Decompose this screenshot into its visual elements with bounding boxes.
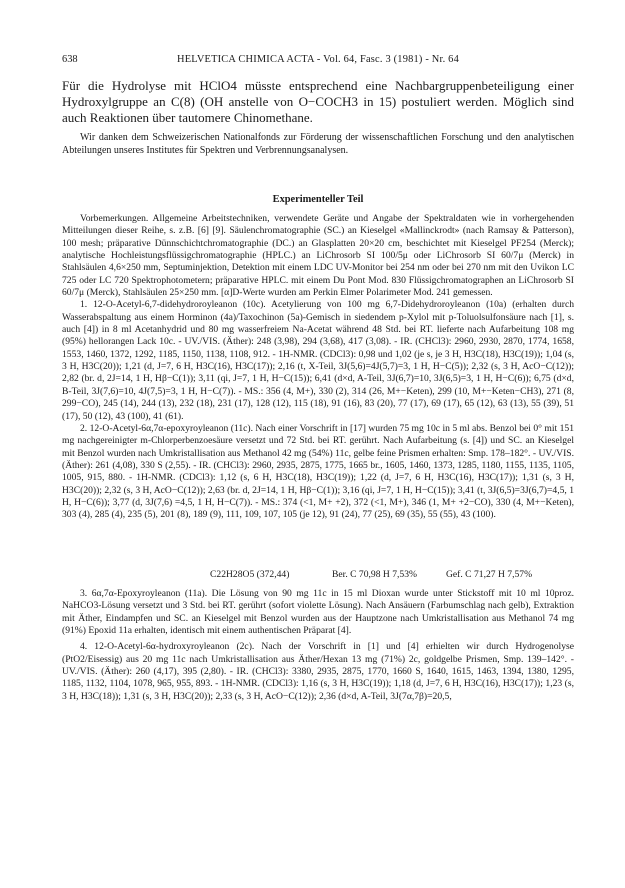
acknowledgement: Wir danken dem Schweizerischen Nationalfonds zur Förderung der wissenschaftlichen Forschung und den analytischen Abteilungen unseres Institutes für Spektren und Verbrennungsanalysen. [62, 132, 574, 156]
paragraph-compound-11c: 2. 12-O-Acetyl-6α,7α-epoxyroyleanon (11c). Nach einer Vorschrift in [17] wurden 75 mg 10c in 5 ml abs. Benzol bei 0° mit 151 mg nachgereinigter m-Chlorperbenzoesäure versetzt und 72 Std. bei RT. gerührt. Nach Aufarbeitung (s. [4]) und SC. an Kieselgel mit Benzol wurden nach Umkristallisation aus Methanol 42 mg (54%) 11c, gelbe feine Prismen erhalten: Smp. 178–182°. - UV./VIS. (Äther): 261 (4,08), 330 S (2,55). - IR. (CHCl3): 2960, 2935, 2875, 1775, 1665 br., 1605, 1460, 1373, 1285, 1180, 1155, 1135, 1105, 1005, 915, 880. - 1H-NMR. (CDCl3): 1,12 (s, 6 H, H3C(18), H3C(19)); 1,22 (d, J=7, 6 H, H3C(16), H3C(17)); 1,31 (s, 3 H, H3C(20)); 2,32 (s, 3 H, AcO−C(12)); 2,63 (br. d, 2J=14, 1 H, Hβ−C(1)); 3,16 (qi, J=7, 1 H, H−C(15)); 3,41 (t, 3J(6,5)=3J(6,7)=4,5, 1 H, H−C(6)); 3,77 (d, 3J(7,6) =4,5, 1 H, H−C(7)). - MS.: 374 (<1, M+ +2), 372 (<1, M+), 346 (1, M+ +2−CO), 330 (4, M+−Keten), 303 (4), 285 (4), 235 (5), 201 (8), 189 (9), 111, 109, 107, 105 (je 12), 91 (24), 77 (25), 69 (35), 55 (55), 43 (100). [62, 422, 574, 521]
formula-calculated: Ber. C 70,98 H 7,53% [332, 569, 418, 580]
formula-composition: C22H28O5 (372,44) [210, 569, 290, 580]
paragraph-compound-11a: 3. 6α,7α-Epoxyroyleanon (11a). Die Lösung von 90 mg 11c in 15 ml Dioxan wurde unter Stickstoff mit 10 ml 10proz. NaHCO3-Lösung versetzt und 3 Std. bei RT. gerührt (sofort violette Lösung). Nach Ansäuern (Farbumschlag nach gelb), Extraktion mit Äther, Eindampfen und SC. an Kieselgel mit Benzol wurden aus der Hauptzone nach Umkristallisation aus Methanol 74 mg (91%) Epoxid 11a erhalten, identisch mit einem authentischen Präparat [4]. [62, 588, 574, 637]
paragraph-compound-10c: 1. 12-O-Acetyl-6,7-didehydroroyleanon (10c). Acetylierung von 100 mg 6,7-Didehydroroyleanon (10a) (erhalten durch Wasserabspaltung aus einem Horminon (4a)/Taxochinon (5a)-Gemisch in siedendem p-Xylol mit p-Toluolsulfonsäure nach [1], s. auch [4]) in 8 ml Acetanhydrid und 80 mg wasserfreiem Na-Acetat während 48 Std. bei RT. lieferte nach Aufarbeitung 108 mg (95%) hellorangen Lack 10c. - UV./VIS. (Äther): 248 (3,98), 294 (3,68), 417 (3,08). - IR. (CHCl3): 2960, 2930, 2870, 1774, 1658, 1553, 1460, 1372, 1292, 1185, 1150, 1138, 1108, 912. - 1H-NMR. (CDCl3): 0,98 und 1,02 (je s, je 3 H, H3C(18), H3C(19)); 1,04 (s, 3 H, H3C(20)); 1,21 (d, J=7, 6 H, H3C(16), H3C(17)); 2,16 (t, X-Teil, 3J(5,6)=4J(5,7)=3, 1 H, H−C(5)); 2,32 (s, 3 H, AcO−C(12)); 2,82 (br. d, 2J=14, 1 H, Hβ−C(1)); 3,11 (qi, J=7, 1 H, H−C(15)); 6,41 (d×d, A-Teil, 3J(6,7)=10, 3J(6,5)=3, 1 H, H−C(6)); 6,75 (d×d, B-Teil, 3J(7,6)=10, 4J(7,5)=3, 1 H, H−C(7)). - MS.: 356 (4, M+), 330 (2), 314 (26, M+−Keten), 299 (10, M+−Keten−CH3), 271 (8, 299−CO), 245 (14), 244 (13), 232 (18), 231 (17), 128 (12), 115 (18), 91 (16), 83 (20), 77 (17), 69 (17), 65 (12), 63 (13), 55 (39), 51 (17), 50 (12), 43 (100), 41 (61). [62, 299, 574, 422]
page-header [62, 54, 574, 70]
lead-paragraph: Für die Hydrolyse mit HClO4 müsste entsprechend eine Nachbargruppenbeteiligung einer Hydroxylgruppe an C(8) (OH anstelle von O−COCH3 in 15) postuliert werden. Möglich sind auch Reaktionen über tautomere Chinomethane. [62, 78, 574, 126]
formula-found: Gef. C 71,27 H 7,57% [446, 569, 533, 580]
running-title: HELVETICA CHIMICA ACTA - Vol. 64, Fasc. 3 (1981) - Nr. 64 [177, 54, 459, 65]
paragraph-vorbemerkungen: Vorbemerkungen. Allgemeine Arbeitstechniken, verwendete Geräte und Angabe der Spektraldaten wie in vorhergehenden Mitteilungen dieser Reihe, s. z.B. [6] [9]. Säulenchromatographie (SC.) an Kieselgel «Mallinckrodt» (nach Ramsay & Patterson), 100 mesh; präparative Dünnschichtchromatographie (DC.) an Glasplatten 20×20 cm, beschichtet mit Kieselgel PF254 (Merck); analytische Hochleistungsflüssigchromatographie (HPLC.) an LiChrosorb SI 100/5μ oder LiChrosorb SI 60/7μ (Merck) in Stahlsäulen 4,6×250 mm, Septuminjektion, Detektion mit einem LDC UV-Monitor bei 254 nm oder bei 270 nm mit den Uvikon LC 725 oder LC 720 Spektrophotometern; präparative HPLC. mit einem Du Pont Mod. 830 Flüssigchromatographen an LiChrosorb SI 60/7μ (Merck), Stahlsäulen 25×250 mm. [α]D-Werte wurden am Perkin Elmer Polarimeter Mod. 241 gemessen. [62, 213, 574, 299]
section-heading: Experimenteller Teil [272, 194, 364, 205]
experimental-section-continued [62, 588, 574, 707]
experimental-section [62, 213, 574, 522]
paragraph-compound-2c: 4. 12-O-Acetyl-6α-hydroxyroyleanon (2c). Nach der Vorschrift in [1] und [4] erhielten wir durch Hydrogenolyse (PtO2/Eisessig) aus 20 mg 11c nach Umkristallisation aus Äther/Hexan 13 mg (71%) 2c, goldgelbe Prismen, Smp. 139–142°. - UV./VIS. (Äther): 260 (4,17), 395 (2,80). - IR. (CHCl3): 3380, 2935, 2875, 1770, 1660 S, 1640, 1615, 1463, 1394, 1380, 1295, 1185, 1132, 1104, 1078, 965, 955, 893. - 1H-NMR. (CDCl3): 1,16 (s, 3 H, H3C(19)); 1,18 (d, J=7, 6 H, H3C(16), H3C(17)); 1,23 (s, 3 H, H3C(18)); 1,31 (s, 3 H, H3C(20)); 2,33 (s, 3 H, AcO−C(12)); 2,36 (d×d, A-Teil, 3J(7α,7β)=20,5, [62, 641, 574, 702]
page-number: 638 [62, 54, 78, 65]
